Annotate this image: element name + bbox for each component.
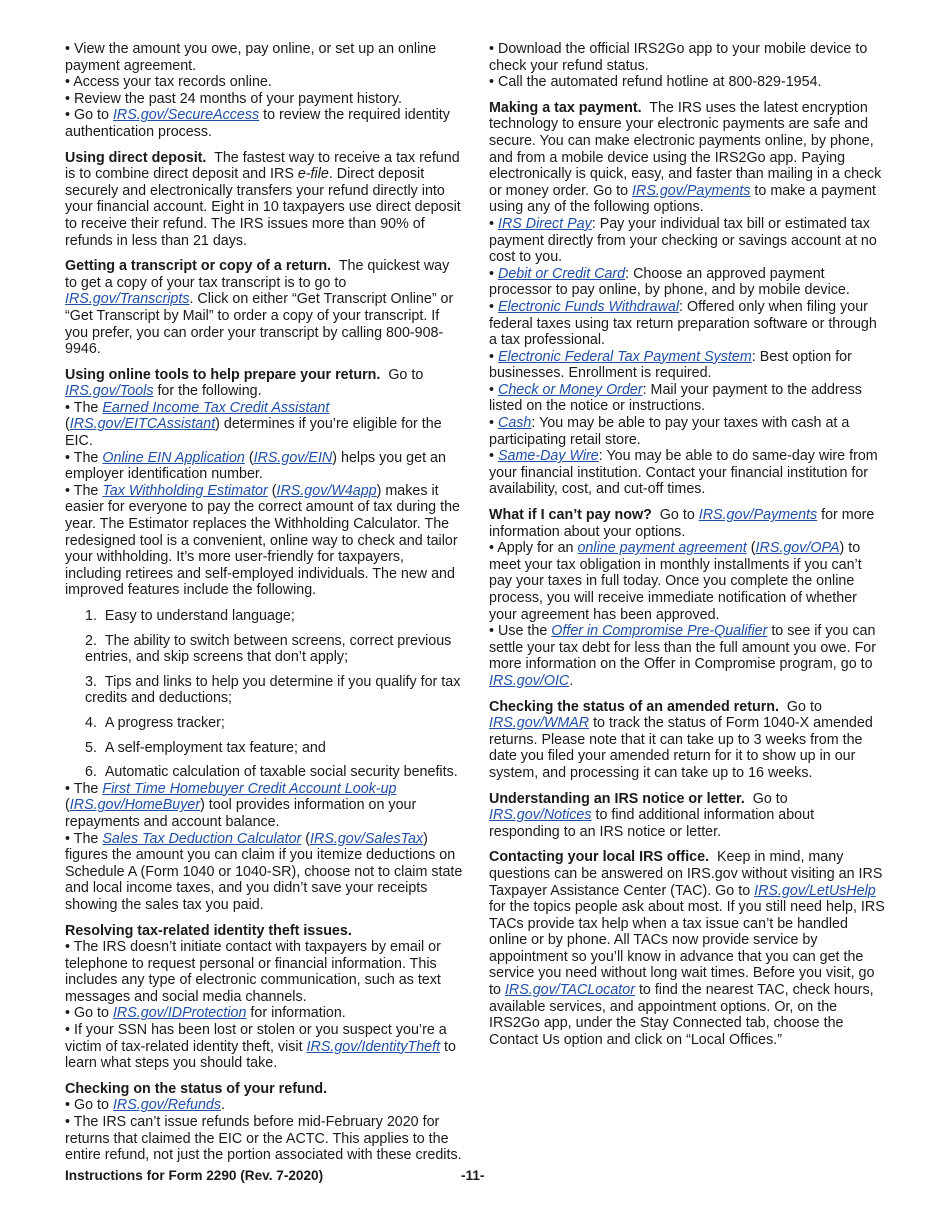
list-item: • Same-Day Wire: You may be able to do same-day wire from your financial institution. Contact your financial institution for availability, cost, and cut-off times.	[489, 448, 878, 498]
list-item: • Cash: You may be able to pay your taxes with cash at a participating retail store.	[489, 415, 850, 448]
funds-withdrawal-link[interactable]: Electronic Funds Withdrawal	[498, 298, 680, 315]
section-heading: Making a tax payment.	[489, 99, 642, 116]
identity-theft-link[interactable]: IRS.gov/IdentityTheft	[306, 1038, 441, 1055]
list-item: • Use the Offer in Compromise Pre-Qualifier to see if you can settle your tax debt for less than the full amount you owe. For more information on the Offer in Compromise program, go to IRS.gov/OIC.	[489, 623, 877, 689]
cash-link[interactable]: Cash	[498, 415, 532, 432]
sales-tax-calculator-link[interactable]: Sales Tax Deduction Calculator	[102, 830, 302, 847]
list-item: • IRS Direct Pay: Pay your individual tax bill or estimated tax payment directly from your checking or savings account at no cost to you.	[489, 215, 877, 266]
debit-credit-card-link[interactable]: Debit or Credit Card	[498, 265, 626, 282]
list-item: • If your SSN has been lost or stolen or you suspect you’re a victim of tax-related identity theft, visit IRS.gov/IdentityTheft to learn what steps you should take.	[65, 1022, 456, 1072]
cant-pay-paragraph: What if I can’t pay now? Go to IRS.gov/Payments for more information about your options.	[489, 507, 875, 540]
list-item: • The Online EIN Application (IRS.gov/EIN) helps you get an employer identification number.	[65, 449, 446, 483]
payments-link[interactable]: IRS.gov/Payments	[632, 182, 751, 199]
ein-url-link[interactable]: IRS.gov/EIN	[253, 449, 333, 466]
section-heading: Understanding an IRS notice or letter.	[489, 790, 745, 807]
numbered-item: 6. Automatic calculation of taxable social security benefits.	[85, 764, 458, 781]
list-item: • Go to IRS.gov/SecureAccess to review the required identity authentication process.	[65, 107, 450, 140]
oic-link[interactable]: IRS.gov/OIC	[489, 672, 570, 689]
wmar-link[interactable]: IRS.gov/WMAR	[489, 715, 590, 732]
online-tools-paragraph: Using online tools to help prepare your return. Go to IRS.gov/Tools for the following.	[65, 366, 424, 400]
section-heading: Resolving tax-related identity theft issues.	[65, 922, 352, 939]
left-column	[65, 41, 463, 1164]
numbered-item: 1. Easy to understand language;	[85, 608, 295, 624]
section-heading: What if I can’t pay now?	[489, 507, 652, 524]
oic-prequalifier-link[interactable]: Offer in Compromise Pre-Qualifier	[551, 623, 768, 640]
direct-deposit-paragraph: Using direct deposit. The fastest way to receive a tax refund is to combine direct deposit and IRS e-file. Direct deposit securely and electronically transfers your refund directly into your financial account. Eight in 10 taxpayers use direct deposit to receive their refund. The IRS issues more than 90% of refunds in less than 21 days.	[65, 149, 461, 249]
list-item: • Call the automated refund hotline at 800-829-1954.	[489, 74, 822, 91]
local-office-paragraph: Contacting your local IRS office. Keep in mind, many questions can be answered on IRS.gov without visiting an IRS Taxpayer Assistance Center (TAC). Go to IRS.gov/LetUsHelp for the topics people ask about most. If you still need help, IRS TACs provide tax help when a tax issue can’t be handled online or by phone. All TACs now provide service by appointment so you’ll know in advance that you can get the service you need without long wait times. Before you visit, go to IRS.gov/TACLocator to find the nearest TAC, check hours, available services, and appointment options. Or, on the IRS2Go app, under the Stay Connected tab, choose the Contact Us option and click on “Local Offices.”	[489, 849, 885, 1048]
transcript-paragraph: Getting a transcript or copy of a return. The quickest way to get a copy of your tax transcript is to go to IRS.gov/Transcripts. Click on either “Get Transcript Online” or “Get Transcript by Mail” to order a copy of your transcript. If you prefer, you can order your transcript by calling 800-908-9946.	[65, 258, 454, 358]
tac-locator-link[interactable]: IRS.gov/TACLocator	[504, 982, 635, 999]
list-item: • The Tax Withholding Estimator (IRS.gov/W4app) makes it easier for everyone to pay the correct amount of tax during the year. The Estimator replaces the Withholding Calculator. The redesigned tool is a convenient, online way to check and tailor your withholding. It’s more user-friendly for taxpayers, including retirees and self-employed individuals. The new and improved features include the following.	[65, 482, 460, 599]
notice-paragraph: Understanding an IRS notice or letter. Go to IRS.gov/Notices to find additional information about responding to an IRS notice or letter.	[489, 790, 815, 840]
numbered-item: 3. Tips and links to help you determine if you qualify for tax credits and deductions;	[85, 673, 461, 707]
notices-link[interactable]: IRS.gov/Notices	[489, 807, 592, 824]
list-item: • Electronic Federal Tax Payment System: Best option for businesses. Enrollment is required.	[489, 348, 852, 382]
list-item: • The IRS doesn’t initiate contact with taxpayers by email or telephone to request personal or financial information. This includes any type of electronic communication, such as text messages and social media channels.	[65, 939, 441, 1005]
tools-link[interactable]: IRS.gov/Tools	[65, 383, 154, 400]
list-item: • The Sales Tax Deduction Calculator (IRS.gov/SalesTax) figures the amount you can claim if you itemize deductions on Schedule A (Form 1040 or 1040-SR), choose not to claim state and local income taxes, and you didn’t save your receipts showing the sales tax you paid.	[65, 830, 463, 913]
eitc-assistant-link[interactable]: Earned Income Tax Credit Assistant	[102, 399, 330, 416]
amended-return-paragraph: Checking the status of an amended return. Go to IRS.gov/WMAR to track the status of Form 1040-X amended returns. Please note that it can take up to 3 weeks from the date you filed your amended return for it to show up in our system, and processing it can take up to 16 weeks.	[489, 698, 873, 781]
right-column	[489, 41, 887, 1057]
form-title: Instructions for Form 2290 (Rev. 7-2020)	[65, 1168, 324, 1183]
let-us-help-link[interactable]: IRS.gov/LetUsHelp	[754, 882, 876, 899]
sales-tax-url-link[interactable]: IRS.gov/SalesTax	[310, 830, 424, 847]
check-money-order-link[interactable]: Check or Money Order	[498, 381, 643, 398]
withholding-estimator-link[interactable]: Tax Withholding Estimator	[102, 482, 268, 499]
ein-application-link[interactable]: Online EIN Application	[102, 449, 245, 466]
id-protection-link[interactable]: IRS.gov/IDProtection	[112, 1005, 247, 1022]
page-number: -11-	[461, 1168, 485, 1183]
refunds-link[interactable]: IRS.gov/Refunds	[112, 1097, 222, 1114]
opa-link[interactable]: IRS.gov/OPA	[755, 540, 840, 557]
section-heading: Contacting your local IRS office.	[489, 849, 710, 866]
list-item: • Review the past 24 months of your payment history.	[65, 90, 402, 107]
eftps-link[interactable]: Electronic Federal Tax Payment System	[498, 348, 752, 365]
list-item: • Go to IRS.gov/IDProtection for information.	[65, 1005, 346, 1022]
secure-access-link[interactable]: IRS.gov/SecureAccess	[112, 107, 260, 124]
list-item: • Access your tax records online.	[65, 74, 272, 91]
list-item: • The Earned Income Tax Credit Assistant (IRS.gov/EITCAssistant) determines if you’re eligible for the EIC.	[65, 399, 442, 450]
list-item: • The First Time Homebuyer Credit Account Look-up (IRS.gov/HomeBuyer) tool provides information on your repayments and account balance.	[65, 780, 417, 830]
list-item: • Download the official IRS2Go app to your mobile device to check your refund status.	[489, 41, 868, 74]
section-heading: Using direct deposit.	[65, 149, 207, 166]
list-item: • View the amount you owe, pay online, or set up an online payment agreement.	[65, 41, 437, 74]
list-item: • Apply for an online payment agreement (IRS.gov/OPA) to meet your tax obligation in monthly installments if you can’t pay your taxes in full today. Once you complete the online process, you will receive immediate notification of whether your agreement has been approved.	[489, 540, 862, 623]
homebuyer-url-link[interactable]: IRS.gov/HomeBuyer	[69, 797, 201, 814]
section-heading: Checking on the status of your refund.	[65, 1080, 328, 1097]
online-payment-agreement-link[interactable]: online payment agreement	[577, 540, 747, 557]
same-day-wire-link[interactable]: Same-Day Wire	[498, 448, 599, 465]
payment-paragraph: Making a tax payment. The IRS uses the latest encryption technology to ensure your electronic payments are safe and secure. You can make electronic payments online, by phone, and from a mobile device using the IRS2Go app. Paying electronically is quick, easy, and faster than mailing in a check or money order. Go to IRS.gov/Payments to make a payment using any of the following options.	[489, 99, 882, 216]
w4app-link[interactable]: IRS.gov/W4app	[276, 482, 377, 499]
section-heading: Getting a transcript or copy of a return.	[65, 258, 332, 275]
list-item: • The IRS can’t issue refunds before mid-February 2020 for returns that claimed the EIC or the ACTC. This applies to the entire refund, not just the portion associated with these credits.	[65, 1114, 462, 1164]
list-item: • Check or Money Order: Mail your payment to the address listed on the notice or instructions.	[489, 381, 862, 415]
payments-options-link[interactable]: IRS.gov/Payments	[698, 507, 818, 524]
numbered-item: 4. A progress tracker;	[85, 714, 225, 731]
homebuyer-lookup-link[interactable]: First Time Homebuyer Credit Account Look-up	[102, 780, 397, 797]
section-heading: Checking the status of an amended return.	[489, 698, 779, 715]
list-item: • Debit or Credit Card: Choose an approved payment processor to pay online, by phone, and by mobile device.	[489, 265, 850, 299]
list-item: • Electronic Funds Withdrawal: Offered only when filing your federal taxes using tax return preparation software or through a tax professional.	[489, 298, 877, 349]
numbered-item: 2. The ability to switch between screens, correct previous entries, and skip screens that don’t apply;	[85, 632, 452, 666]
numbered-item: 5. A self-employment tax feature; and	[85, 739, 326, 756]
list-item: • Go to IRS.gov/Refunds.	[65, 1097, 226, 1114]
eitc-url-link[interactable]: IRS.gov/EITCAssistant	[69, 416, 216, 433]
direct-pay-link[interactable]: IRS Direct Pay	[498, 215, 592, 232]
section-heading: Using online tools to help prepare your return.	[65, 366, 381, 383]
transcripts-link[interactable]: IRS.gov/Transcripts	[65, 291, 190, 308]
